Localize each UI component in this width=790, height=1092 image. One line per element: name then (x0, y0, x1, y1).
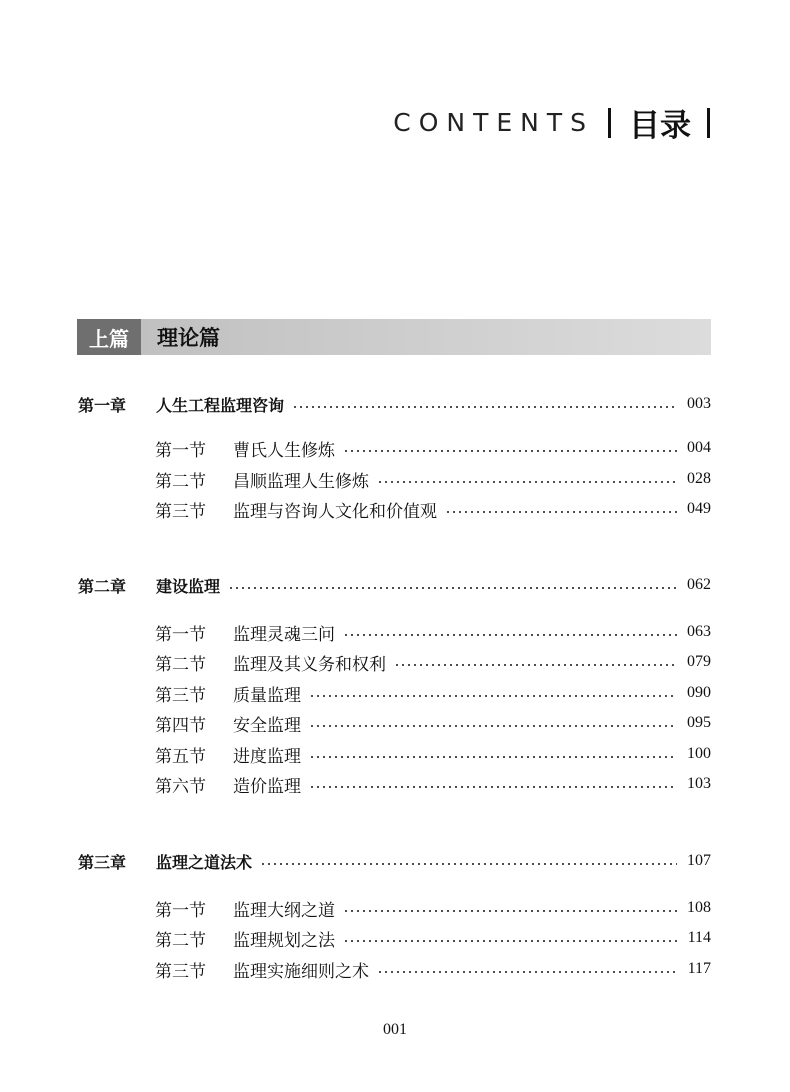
section-number: 第四节 (155, 715, 206, 736)
chapter-number: 第三章 (78, 852, 127, 872)
dot-leader (377, 971, 678, 973)
page-number: 107 (687, 852, 711, 869)
section-number: 第六节 (155, 776, 206, 797)
dot-leader (260, 863, 677, 865)
section-title: 监理灵魂三问 (233, 624, 335, 645)
section-number: 第一节 (155, 900, 206, 921)
section-number: 第三节 (155, 685, 206, 706)
section-entry[interactable] (155, 620, 711, 644)
dot-leader (377, 481, 677, 483)
page-number: 049 (687, 500, 711, 517)
section-title: 进度监理 (233, 746, 301, 767)
dot-leader (343, 910, 677, 912)
part-title: 理论篇 (157, 326, 220, 350)
section-title: 监理实施细则之术 (233, 961, 369, 982)
section-title: 造价监理 (233, 776, 301, 797)
section-entry[interactable] (155, 742, 711, 766)
dot-leader (292, 406, 677, 408)
part-banner (77, 319, 711, 355)
section-title: 监理大纲之道 (233, 900, 335, 921)
section-entry[interactable] (155, 497, 711, 521)
chapter-title: 人生工程监理咨询 (156, 395, 285, 415)
page-number: 028 (687, 470, 711, 487)
section-number: 第一节 (155, 624, 206, 645)
contents-title-cn: 目录 (629, 108, 691, 144)
chapter-entry[interactable] (78, 392, 711, 416)
page-number: 004 (687, 439, 711, 456)
chapter-entry[interactable] (78, 849, 711, 873)
chapter-entry[interactable] (78, 573, 711, 597)
part-tag: 上篇 (77, 319, 141, 355)
dot-leader (343, 450, 677, 452)
section-entry[interactable] (155, 650, 711, 674)
contents-header (393, 100, 710, 145)
dot-leader (309, 756, 677, 758)
page-number: 103 (687, 775, 711, 792)
dot-leader (309, 786, 677, 788)
page-number: 114 (687, 929, 711, 946)
section-title: 监理规划之法 (233, 930, 335, 951)
dot-leader (228, 587, 677, 589)
section-title: 安全监理 (233, 715, 301, 736)
section-number: 第一节 (155, 440, 206, 461)
page-number: 090 (687, 684, 711, 701)
section-entry[interactable] (155, 711, 711, 735)
section-number: 第三节 (155, 961, 206, 982)
page-number: 095 (687, 714, 711, 731)
dot-leader (309, 725, 677, 727)
dot-leader (309, 695, 677, 697)
divider-bar (608, 108, 611, 138)
dot-leader (343, 940, 678, 942)
section-entry[interactable] (155, 436, 711, 460)
page-number: 108 (687, 899, 711, 916)
section-number: 第二节 (155, 930, 206, 951)
section-title: 监理与咨询人文化和价值观 (233, 501, 437, 522)
section-number: 第三节 (155, 501, 206, 522)
section-entry[interactable] (155, 896, 711, 920)
divider-bar (707, 108, 710, 138)
contents-title-en: CONTENTS (393, 108, 594, 137)
section-entry[interactable] (155, 681, 711, 705)
section-entry[interactable] (155, 957, 711, 981)
section-number: 第二节 (155, 654, 206, 675)
dot-leader (343, 634, 677, 636)
section-title: 曹氏人生修炼 (233, 440, 335, 461)
page-number: 100 (687, 745, 711, 762)
section-number: 第二节 (155, 471, 206, 492)
page-number: 003 (687, 395, 711, 412)
section-title: 监理及其义务和权利 (233, 654, 386, 675)
folio-page-number: 001 (383, 1021, 407, 1038)
section-entry[interactable] (155, 467, 711, 491)
dot-leader (394, 664, 677, 666)
page-number: 062 (687, 576, 711, 593)
chapter-title: 建设监理 (156, 576, 221, 596)
section-entry[interactable] (155, 926, 711, 950)
chapter-number: 第二章 (78, 576, 127, 596)
page-number: 117 (687, 960, 711, 977)
chapter-number: 第一章 (78, 395, 127, 415)
page-number: 079 (687, 653, 711, 670)
section-title: 昌顺监理人生修炼 (233, 471, 369, 492)
section-title: 质量监理 (233, 685, 301, 706)
chapter-title: 监理之道法术 (156, 852, 253, 872)
dot-leader (445, 511, 677, 513)
section-entry[interactable] (155, 772, 711, 796)
section-number: 第五节 (155, 746, 206, 767)
page-number: 063 (687, 623, 711, 640)
